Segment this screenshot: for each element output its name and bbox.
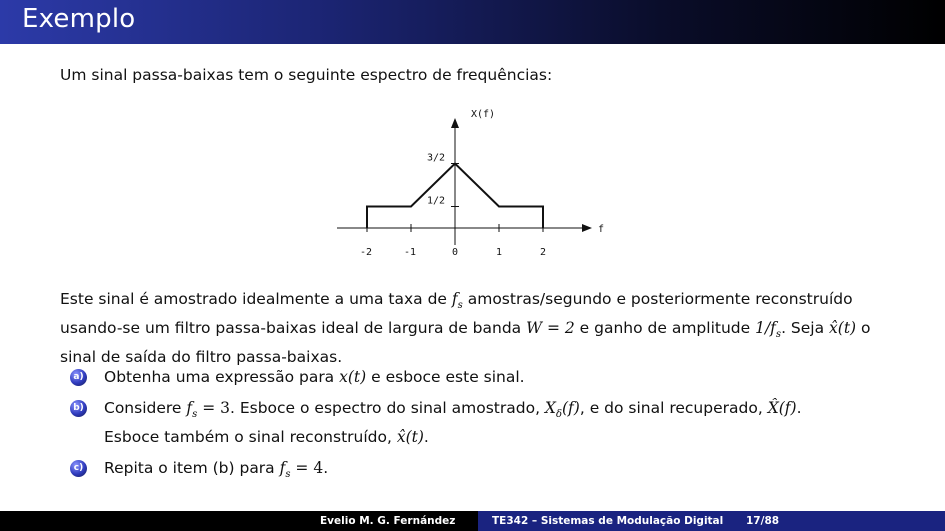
x-axis-arrow [582, 224, 592, 232]
slide-header [0, 0, 945, 44]
list-item: c) Repita o item (b) para $f_s = 4$. [70, 457, 900, 486]
slide-footer [0, 511, 945, 531]
footer-author: Evelio M. G. Fernández [320, 515, 456, 527]
x-tick-label: 0 [452, 247, 459, 258]
x-tick-label: 1 [496, 247, 503, 258]
spectrum-line [367, 164, 543, 229]
y-axis-label: X(f) [471, 109, 496, 120]
list-item: b) Considere $f_s = 3$. Esboce o espectro do sinal amostrado, $X_\delta(f)$, e do sinal recuperado, X̂(f). Esboce também o sinal reconstruído, x̂(t). [70, 397, 900, 449]
x-tick-label: 2 [540, 247, 547, 258]
intro-text: Um sinal passa-baixas tem o seguinte espectro de frequências: [60, 66, 553, 84]
y-tick-label: 3/2 [427, 152, 446, 164]
footer-page-number: 17/88 [746, 515, 780, 527]
item-list [70, 366, 900, 494]
x-tick-label: -1 [404, 247, 417, 258]
x-tick-label: -2 [360, 247, 373, 258]
y-ticks [427, 153, 459, 207]
y-tick-label: 1/2 [427, 195, 446, 207]
bullet-c: c) [70, 460, 87, 477]
x-ticks [360, 224, 546, 258]
footer-course: TE342 – Sistemas de Modulação Digital [492, 515, 724, 527]
slide-title: Exemplo [22, 4, 136, 34]
bullet-a: a) [70, 369, 87, 386]
bullet-b: b) [70, 400, 87, 417]
y-axis-arrow [451, 118, 459, 128]
list-item: a) Obtenha uma expressão para x(t) e esboce este sinal. [70, 366, 900, 389]
problem-paragraph: Este sinal é amostrado idealmente a uma taxa de $f_s$ amostras/segundo e posteriormente reconstruído usando-se um filtro passa-baixas ideal de largura de banda W = 2 e ganho de amplitude $1/f_s$. Seja x̂(t) o sinal de saída do filtro passa-baixas. [60, 290, 871, 367]
x-axis-label: f [598, 224, 605, 235]
